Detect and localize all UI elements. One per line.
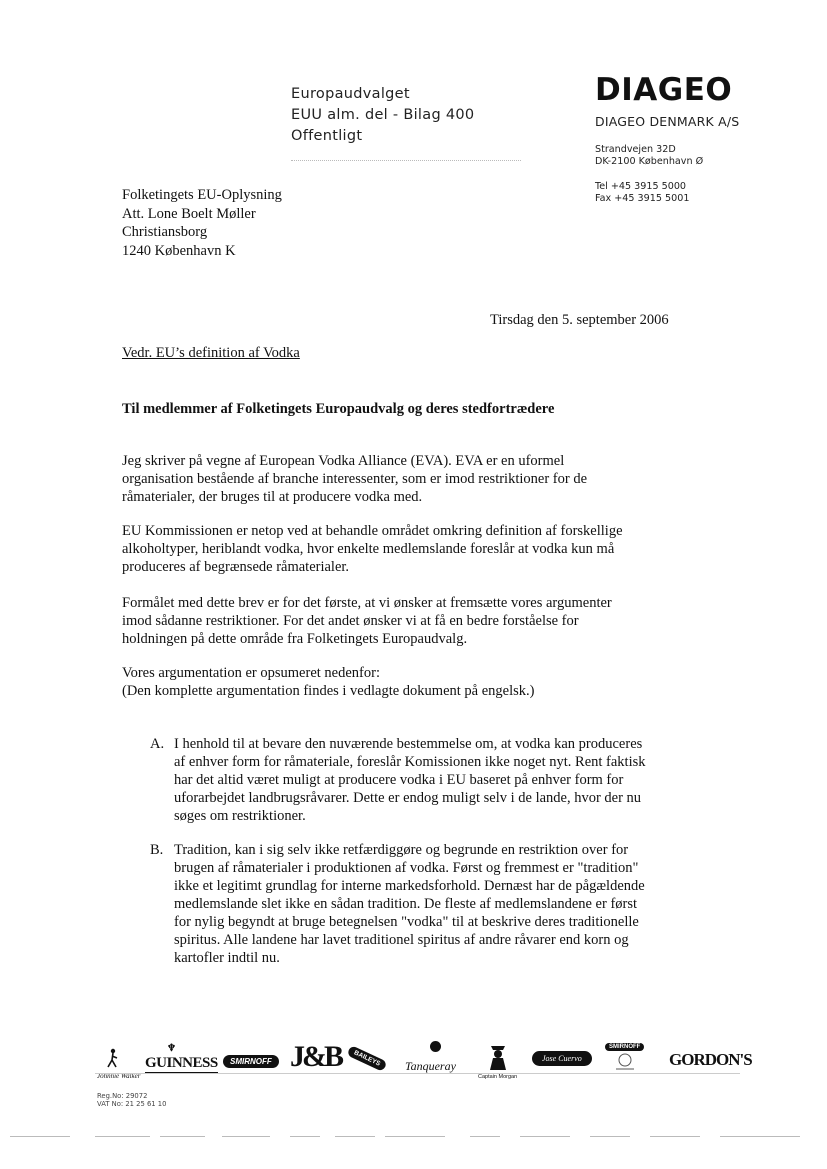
gordons-logo: GORDON'S [669, 1050, 752, 1069]
list-line: søges om restriktioner. [174, 808, 306, 824]
scan-line [290, 1136, 320, 1137]
tanqueray-text: Tanqueray [405, 1059, 456, 1073]
list-item [150, 841, 690, 971]
registration-info [97, 1092, 166, 1108]
stamp-reference: EUU alm. del - Bilag 400 [291, 107, 475, 123]
crest-icon [610, 1051, 640, 1073]
registration-number: Reg.No: 29072 [97, 1092, 148, 1100]
scan-line [650, 1136, 700, 1137]
stamp-status: Offentligt [291, 128, 363, 144]
list-line: brugen af råmaterialer i produktionen af vodka. Først og fremmest er "tradition" [174, 860, 639, 876]
scan-line [95, 1136, 150, 1137]
captain-figure-icon [485, 1042, 511, 1072]
paragraph-line: holdningen på dette område fra Folketingets Europaudvalg. [122, 631, 468, 647]
paragraph-line: Formålet med dette brev er for det første, at vi ønsker at fremsætte vores argumenter [122, 595, 612, 611]
company-contact [595, 181, 689, 205]
scan-line [470, 1136, 500, 1137]
list-line: af enhver form for råmateriale, foreslår Komissionen ikke noget nyt. Rent faktisk [174, 754, 646, 770]
list-marker: A. [150, 736, 165, 752]
list-line: for nylig begyndt at bruge betegnelsen "vodka" til at beskrive deres traditionelle [174, 914, 639, 930]
paragraph-line: EU Kommissionen er netop ved at behandle området omkring definition af forskellige [122, 523, 623, 539]
paragraph-line: alkoholtyper, heriblandt vodka, hvor enkelte medlemslande foreslår at vodka kun må [122, 541, 615, 557]
paragraph-line: (Den komplette argumentation findes i vedlagte dokument på engelsk.) [122, 683, 535, 699]
harp-icon: ♆ [167, 1043, 176, 1054]
recipient-line-3: Christiansborg [122, 224, 208, 240]
guinness-logo [145, 1043, 218, 1074]
scan-line [520, 1136, 570, 1137]
scan-line [222, 1136, 270, 1137]
recipient-line-4: 1240 København K [122, 242, 236, 259]
scan-line [160, 1136, 205, 1137]
scan-line [10, 1136, 70, 1137]
paragraph-line: råmaterialer, der bruges til at producere vodka med. [122, 489, 423, 505]
paragraph-line: organisation bestående af branche interessenter, som er imod restriktioner for de [122, 471, 587, 487]
list-line: uforarbejdet landbrugsråvarer. Dette er endog muligt selv i de lande, hvor der nu [174, 790, 642, 806]
captain-morgan-text: Captain Morgan [478, 1074, 518, 1080]
vat-number: VAT No: 21 25 61 10 [97, 1100, 167, 1108]
list-item-body [174, 735, 646, 825]
scan-line [720, 1136, 800, 1137]
letter-heading: Til medlemmer af Folketingets Europaudvalg og deres stedfortrædere [122, 401, 555, 417]
baileys-logo: BAILEYS [347, 1045, 388, 1072]
paragraph-2 [122, 522, 682, 576]
paragraph-4 [122, 664, 682, 700]
list-line: kartofler indtil nu. [174, 950, 280, 966]
scan-line [385, 1136, 445, 1137]
captain-morgan-logo [478, 1042, 517, 1080]
company-address [595, 144, 703, 168]
recipient-line-1: Folketingets EU-Oplysning [122, 187, 282, 203]
smirnoff-crest-text: SMIRNOFF [605, 1043, 644, 1051]
paragraph-line: produceres af begrænsede råmaterialer. [122, 559, 350, 575]
list-line: ikke et legitimt grundlag for interne markedsforhold. Dernæst har de pågældende [174, 878, 645, 894]
letter-subject: Vedr. EU’s definition af Vodka [122, 345, 300, 361]
tanqueray-logo [405, 1059, 456, 1074]
paragraph-1 [122, 452, 682, 506]
paragraph-3 [122, 594, 682, 648]
list-line: har det altid været muligt at producere vodka i EU baseret på enhver form for [174, 772, 624, 788]
paragraph-line: Jeg skriver på vegne af European Vodka Alliance (EVA). EVA er en uformel [122, 453, 565, 469]
stamp-divider [291, 160, 521, 161]
recipient-address [122, 186, 282, 260]
list-line: medlemslande slet ikke en sådan tradition. De fleste af medlemslandene er først [174, 896, 638, 912]
jose-cuervo-logo: Jose Cuervo [532, 1051, 592, 1066]
company-tel: Tel +45 3915 5000 [595, 181, 687, 192]
list-line: spiritus. Alle landene har lavet traditionel spiritus af andre råvarer end korn og [174, 932, 629, 948]
list-item [150, 735, 690, 830]
striding-man-icon [97, 1048, 129, 1070]
diageo-logo: DIAGEO [595, 72, 733, 108]
paragraph-line: Vores argumentation er opsumeret nedenfor: [122, 665, 380, 681]
paragraph-line: imod sådanne restriktioner. For det andet ønsker vi at få en bedre forståelse for [122, 613, 579, 629]
list-line: I henhold til at bevare den nuværende bestemmelse om, at vodka kan produceres [174, 736, 643, 752]
company-street: Strandvejen 32D [595, 144, 676, 155]
letter-date: Tirsdag den 5. september 2006 [490, 312, 669, 328]
company-fax: Fax +45 3915 5001 [595, 193, 690, 204]
list-item-body [174, 841, 645, 967]
company-name: DIAGEO DENMARK A/S [595, 114, 740, 129]
johnnie-walker-logo [97, 1048, 140, 1080]
company-city: DK-2100 København Ø [595, 156, 704, 167]
list-marker: B. [150, 842, 164, 858]
tanqueray-seal-icon [430, 1041, 441, 1052]
recipient-line-2: Att. Lone Boelt Møller [122, 205, 256, 222]
brand-divider [95, 1073, 740, 1074]
johnnie-walker-text: Johnnie Walker [97, 1072, 141, 1080]
scan-line [590, 1136, 630, 1137]
guinness-text: GUINNESS [145, 1055, 218, 1071]
jb-logo: J&B [290, 1040, 341, 1073]
stamp-committee: Europaudvalget [291, 86, 410, 102]
smirnoff-logo: SMIRNOFF [223, 1055, 279, 1068]
list-line: Tradition, kan i sig selv ikke retfærdiggøre og begrunde en restriktion over for [174, 842, 629, 858]
scan-line [335, 1136, 375, 1137]
archive-stamp [291, 84, 474, 147]
